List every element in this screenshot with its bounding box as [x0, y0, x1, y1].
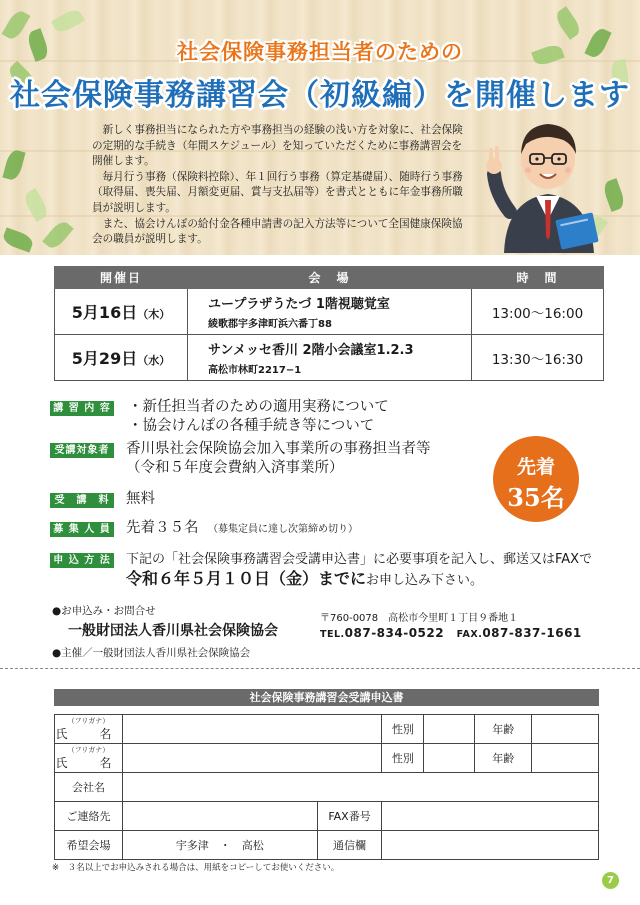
- apply-label: 申 込 方 法: [50, 553, 114, 568]
- apply-suffix: お申し込み下さい。: [366, 573, 484, 588]
- venue-address: 高松市林町2217−1: [208, 365, 302, 376]
- target-label: 受講対象者: [50, 443, 114, 458]
- content-line: ・新任担当者のための適用実務について: [128, 399, 389, 415]
- session-date: [55, 335, 188, 381]
- column-header-venue: 会 場: [188, 267, 472, 289]
- venue-name: サンメッセ香川 2階小会議室1.2.3: [208, 343, 414, 358]
- host-line: ●主催／一般財団法人香川県社会保険協会: [52, 647, 251, 659]
- session-time: 13:30～16:30: [472, 335, 604, 381]
- column-header-date: 開催日: [55, 267, 188, 289]
- leaf-decoration: [553, 6, 583, 40]
- table-row: [55, 335, 604, 381]
- page-number: 7: [602, 872, 619, 889]
- header-banner: [0, 0, 640, 255]
- fax-number-label: FAX番号: [317, 802, 382, 831]
- badge-line: 先着: [516, 456, 555, 478]
- furigana-label: （フリガナ）: [67, 745, 110, 754]
- capacity-value: 先着３５名: [126, 520, 199, 536]
- tel-label: TEL.: [320, 629, 345, 640]
- schedule-table: [54, 266, 604, 381]
- company-label: 会社名: [55, 773, 123, 802]
- date-text: 5月29日: [71, 349, 138, 368]
- postal-address: 〒760-0078 高松市今里町１丁目９番地１: [320, 613, 519, 624]
- cut-line: [0, 668, 640, 669]
- fax-number-field[interactable]: [382, 802, 599, 831]
- intro-paragraph: また、協会けんぽの給付金各種申請書の記入方法等について全国健康保険協会の職員が説明します。: [92, 217, 463, 246]
- age-field[interactable]: [532, 744, 599, 773]
- name-label-cell: [55, 744, 123, 773]
- venue-choice-takamatsu[interactable]: 高松: [241, 839, 264, 852]
- venue-name: ユープラザうたづ 1階視聴覚室: [208, 297, 390, 312]
- date-text: 5月16日: [71, 303, 138, 322]
- form-row-contact: [55, 802, 599, 831]
- message-field[interactable]: [382, 831, 599, 860]
- application-form: [54, 714, 599, 860]
- weekday-text: （水）: [137, 354, 171, 367]
- content-label: 講 習 内 容: [50, 401, 114, 416]
- content-text: [128, 398, 389, 436]
- venue-address: 綾歌郡宇多津町浜六番丁88: [208, 319, 332, 330]
- intro-paragraph: 毎月行う事務（保険料控除）、年１回行う事務（算定基礎届）、随時行う事務（取得届、喪失届、月額変更届、賞与支払届等）を書式とともに年金事務所職員が説明します。: [92, 170, 463, 214]
- table-row: [55, 289, 604, 335]
- session-venue: [188, 289, 472, 335]
- gender-label: 性別: [382, 744, 424, 773]
- company-field[interactable]: [122, 773, 598, 802]
- fee-label: 受 講 料: [50, 493, 114, 508]
- target-text: [126, 440, 431, 478]
- leaf-decoration: [51, 7, 85, 36]
- column-header-time: 時 間: [472, 267, 604, 289]
- venue-choice-field[interactable]: [122, 831, 317, 860]
- age-label: 年齢: [475, 715, 532, 744]
- form-row-name-1: [55, 715, 599, 744]
- form-row-name-2: [55, 744, 599, 773]
- intro-paragraph: 新しく事務担当になられた方や事務担当の経験の浅い方を対象に、社会保険の定期的な手続き（年間スケジュール）を知っていただくために事務講習会を開催します。: [92, 124, 463, 168]
- weekday-text: （木）: [137, 308, 171, 321]
- badge-line: 35名: [507, 483, 565, 512]
- target-line: （令和５年度会費納入済事業所）: [126, 460, 344, 476]
- age-field[interactable]: [532, 715, 599, 744]
- furigana-label: （フリガナ）: [67, 716, 110, 725]
- capacity-label: 募 集 人 員: [50, 522, 114, 537]
- venue-choice-utazu[interactable]: 宇多津: [175, 839, 209, 852]
- contact-label: ご連絡先: [55, 802, 123, 831]
- form-title: 社会保険事務講習会受講申込書: [54, 689, 599, 706]
- form-row-company: [55, 773, 599, 802]
- session-date: [55, 289, 188, 335]
- name-label: 氏 名: [55, 755, 122, 770]
- venue-separator: ・: [219, 839, 231, 852]
- leaf-decoration: [2, 148, 25, 181]
- phone-fax-line: [320, 624, 582, 641]
- form-row-venue: [55, 831, 599, 860]
- name-field[interactable]: [122, 744, 382, 773]
- capacity-text: [126, 519, 358, 539]
- leaf-decoration: [42, 218, 74, 251]
- contact-heading: ●お申込み・お問合せ: [52, 605, 156, 617]
- session-time: 13:00～16:00: [472, 289, 604, 335]
- age-label: 年齢: [475, 744, 532, 773]
- apply-deadline: 令和６年５月１０日（金）までに: [126, 569, 367, 588]
- schedule-header-row: [55, 267, 604, 289]
- content-line: ・協会けんぽの各種手続き等について: [128, 418, 375, 434]
- fee-value: 無料: [126, 491, 155, 507]
- fax-number: 087-837-1661: [482, 626, 582, 640]
- message-label: 通信欄: [317, 831, 382, 860]
- name-field[interactable]: [122, 715, 382, 744]
- apply-line: 下記の「社会保険事務講習会受講申込書」に必要事項を記入し、郵送又はFAXで: [126, 552, 593, 567]
- contact-field[interactable]: [122, 802, 317, 831]
- form-note: ※ ３名以上でお申込みされる場合は、用紙をコピーしてお使いください。: [52, 863, 340, 873]
- fax-label: FAX.: [456, 629, 483, 640]
- page-title: 社会保険事務講習会（初級編）を開催します: [10, 78, 630, 113]
- intro-text: [92, 123, 472, 248]
- capacity-note: （募集定員に達し次第締め切り）: [213, 524, 358, 535]
- gender-field[interactable]: [424, 744, 475, 773]
- apply-text: [126, 550, 606, 590]
- organization-name: 一般財団法人香川県社会保険協会: [68, 623, 278, 639]
- gender-field[interactable]: [424, 715, 475, 744]
- subtitle: 社会保険事務担当者のための: [177, 40, 463, 64]
- session-venue: [188, 335, 472, 381]
- tel-number: 087-834-0522: [344, 626, 445, 640]
- name-label: 氏 名: [55, 726, 122, 741]
- gender-label: 性別: [382, 715, 424, 744]
- first-come-badge: [493, 436, 579, 522]
- apply-line: [126, 569, 606, 590]
- name-label-cell: [55, 715, 123, 744]
- leaf-decoration: [1, 227, 35, 252]
- venue-label: 希望会場: [55, 831, 123, 860]
- target-line: 香川県社会保険協会加入事業所の事務担当者等: [126, 441, 431, 457]
- presenter-illustration: [486, 108, 612, 253]
